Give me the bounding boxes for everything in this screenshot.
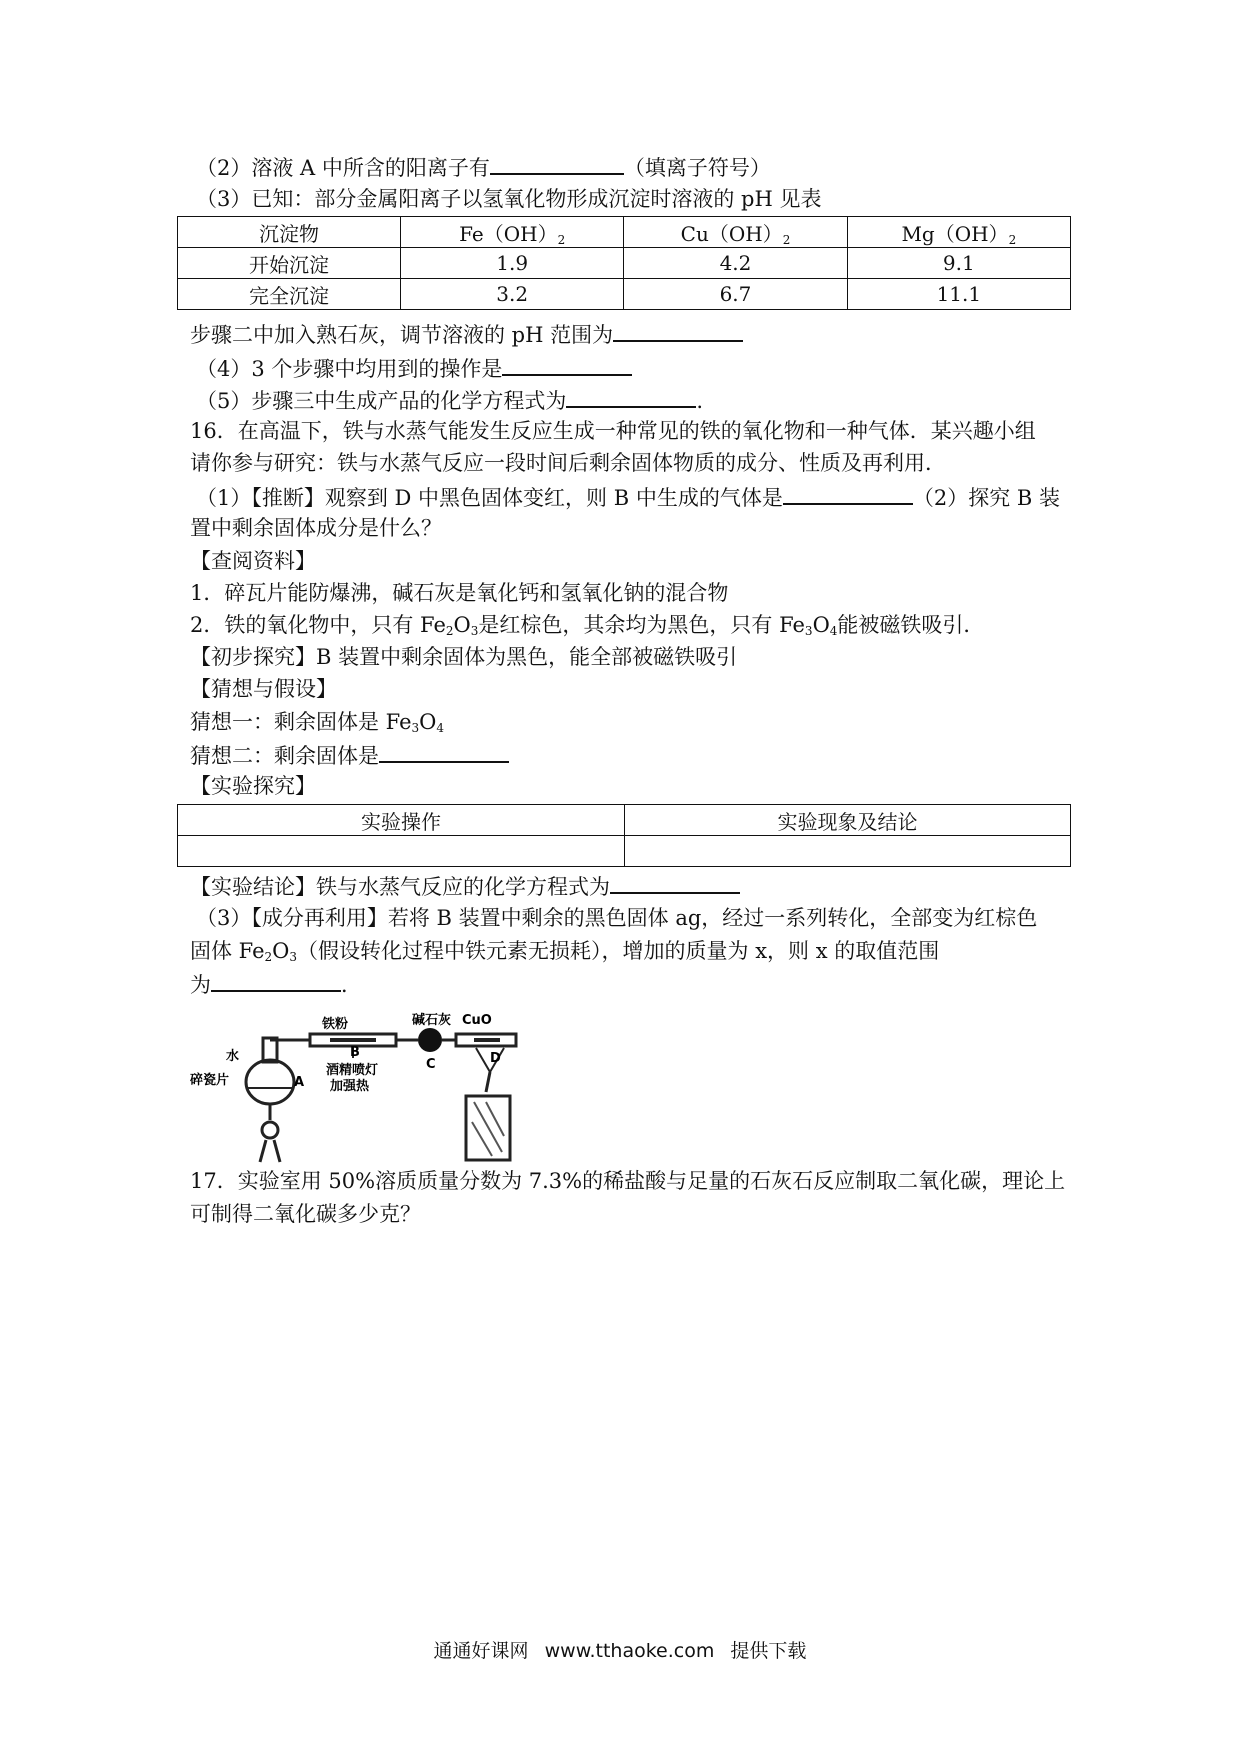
- hypothesis-1: 猜想一：剩余固体是 $Fe_3O_4$: [190, 710, 445, 735]
- table-header-cell: $Mg(OH)_2$: [847, 217, 1070, 248]
- label-soda-lime: 碱石灰: [412, 1013, 452, 1028]
- tube-d: [456, 1034, 516, 1160]
- label-heat: 加强热: [330, 1079, 370, 1094]
- footer-brand: 通通好课网: [433, 1640, 529, 1662]
- label-cuo: CuO: [462, 1013, 492, 1028]
- table-cell[interactable]: [625, 836, 1071, 867]
- answer-blank[interactable]: [783, 481, 913, 505]
- table-cell: 6.7: [624, 279, 847, 310]
- table-cell: 9.1: [847, 248, 1070, 279]
- label-iron-powder: 铁粉: [322, 1017, 349, 1032]
- table-row: [178, 805, 1071, 836]
- answer-blank[interactable]: [379, 739, 509, 763]
- q15-part2-hint: （填离子符号）: [623, 156, 771, 180]
- table-row: [178, 279, 1071, 310]
- table-cell[interactable]: [178, 836, 625, 867]
- q15-part5: （5）步骤三中生成产品的化学方程式为 .: [196, 384, 703, 416]
- q15-part4: （4）3 个步骤中均用到的操作是: [196, 352, 632, 384]
- table-header-cell: $Fe(OH)_2$: [401, 217, 624, 248]
- answer-blank[interactable]: [610, 870, 740, 894]
- q16-part1: （1）【推断】观察到 D 中黑色固体变红，则 B 中生成的气体是 （2）探究 B 装: [196, 481, 1060, 513]
- experiment-conclusion: 【实验结论】铁与水蒸气反应的化学方程式为: [190, 870, 740, 902]
- q16-part3-line1: （3）【成分再利用】若将 B 装置中剩余的黑色固体 ag，经过一系列转化，全部变为红棕色: [196, 906, 1038, 930]
- footer-tail: 提供下载: [730, 1640, 807, 1662]
- label-shards: 碎瓷片: [190, 1073, 230, 1088]
- table-header-cell: 实验现象及结论: [625, 805, 1071, 836]
- label-d: D: [490, 1051, 501, 1066]
- answer-blank[interactable]: [490, 151, 624, 175]
- preliminary-inquiry: 【初步探究】B 装置中剩余固体为黑色，能全部被磁铁吸引: [190, 645, 738, 669]
- table-cell: 1.9: [401, 248, 624, 279]
- reference-title: 【查阅资料】: [190, 549, 316, 573]
- q15-part3-after: 步骤二中加入熟石灰，调节溶液的 pH 范围为: [190, 318, 743, 350]
- footer-link[interactable]: www.tthaoke.com: [544, 1640, 715, 1662]
- table-row: [178, 217, 1071, 248]
- apparatus-diagram: [190, 1002, 520, 1164]
- answer-blank[interactable]: [211, 968, 341, 992]
- reference-1: 1．碎瓦片能防爆沸，碱石灰是氧化钙和氢氧化钠的混合物: [190, 581, 729, 605]
- experiment-title: 【实验探究】: [190, 774, 316, 798]
- q16-intro-2: 请你参与研究：铁与水蒸气反应一段时间后剩余固体物质的成分、性质及再利用．: [190, 451, 946, 475]
- answer-blank[interactable]: [502, 352, 632, 376]
- table-cell: 开始沉淀: [178, 248, 401, 279]
- table-cell: 完全沉淀: [178, 279, 401, 310]
- reference-2: 2．铁的氧化物中，只有 $Fe_2O_3$是红棕色，其余均为黑色，只有 $Fe_3O_4$能被磁铁吸引．: [190, 613, 985, 638]
- ph-table: [177, 216, 1071, 310]
- q16-part2-cont: 置中剩余固体成分是什么？: [190, 516, 442, 540]
- table-header-cell: $Cu(OH)_2$: [624, 217, 847, 248]
- label-c: C: [426, 1057, 436, 1072]
- label-a: A: [294, 1075, 305, 1090]
- q17-line1: 17．实验室用 50%溶质质量分数为 7.3%的稀盐酸与足量的石灰石反应制取二氧化碳，理论上: [190, 1169, 1066, 1193]
- answer-blank[interactable]: [613, 318, 743, 342]
- label-lamp: 酒精喷灯: [326, 1063, 379, 1078]
- q16-intro-1: 16．在高温下，铁与水蒸气能发生反应生成一种常见的铁的氧化物和一种气体．某兴趣小组: [190, 419, 1036, 443]
- hypothesis-title: 【猜想与假设】: [190, 677, 337, 701]
- page-footer: [0, 1636, 1240, 1663]
- answer-blank[interactable]: [566, 384, 696, 408]
- experiment-table: [177, 804, 1071, 867]
- table-cell: 11.1: [847, 279, 1070, 310]
- table-row: [178, 248, 1071, 279]
- drying-tube-c: [396, 1028, 456, 1052]
- table-header-cell: 实验操作: [178, 805, 625, 836]
- table-header-cell: 沉淀物: [178, 217, 401, 248]
- q16-part3-line2: 固体 $Fe_2O_3$（假设转化过程中铁元素无损耗），增加的质量为 x，则 x 的取值范围: [190, 939, 940, 964]
- hypothesis-2: 猜想二：剩余固体是: [190, 739, 509, 771]
- label-b: B: [350, 1045, 360, 1060]
- q15-part3: （3）已知：部分金属阳离子以氢氧化物形成沉淀时溶液的 pH 见表: [196, 187, 822, 211]
- flask-a: [246, 1038, 294, 1162]
- q15-part2: [196, 151, 771, 183]
- table-cell: 3.2: [401, 279, 624, 310]
- tube-b: [270, 1034, 396, 1058]
- table-row: [178, 836, 1071, 867]
- label-water: 水: [226, 1049, 240, 1064]
- q15-part2-text: （2）溶液 A 中所含的阳离子有: [196, 156, 490, 180]
- table-cell: 4.2: [624, 248, 847, 279]
- q16-part3-line3: 为 ．: [190, 968, 362, 1000]
- q17-line2: 可制得二氧化碳多少克？: [190, 1202, 421, 1226]
